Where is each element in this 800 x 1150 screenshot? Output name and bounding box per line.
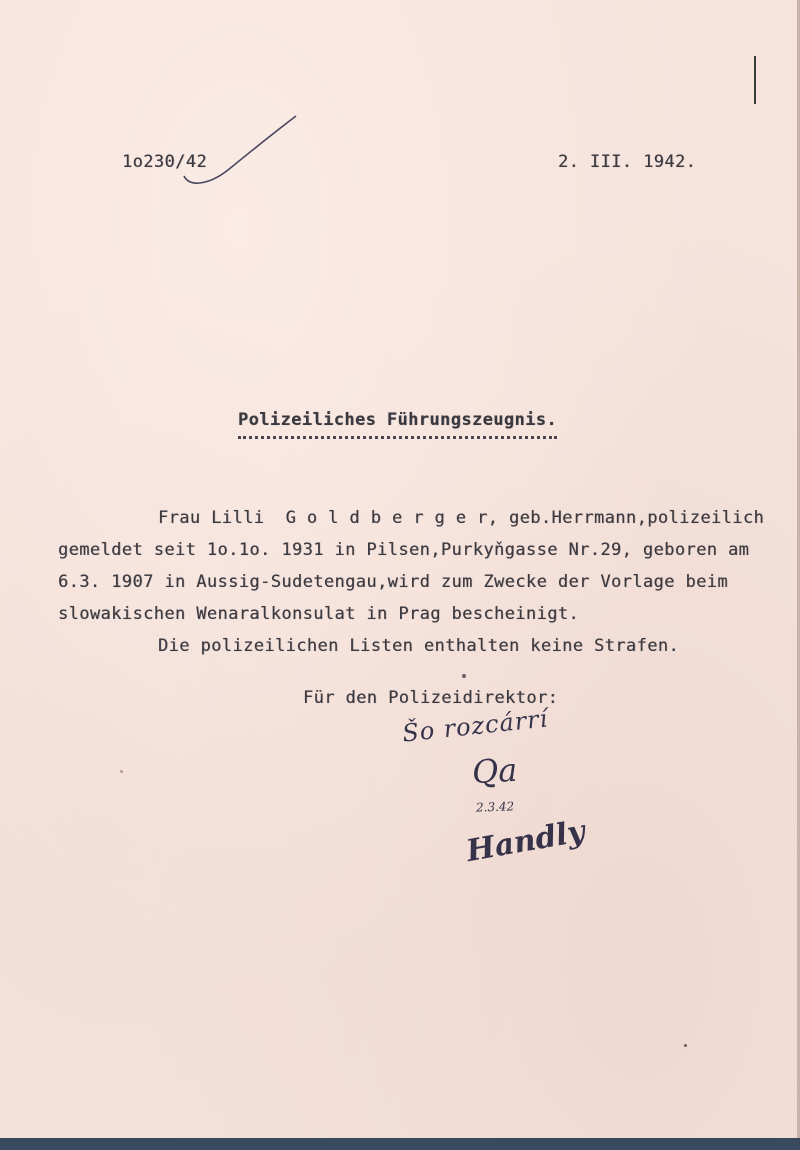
- handwritten-initials: Qa: [471, 750, 519, 792]
- body-line-2: gemeldet seit 1o.1o. 1931 in Pilsen,Purkyňgasse Nr.29, geboren am: [58, 540, 750, 560]
- pen-stroke-mark: [180, 112, 300, 192]
- handwritten-signature-1: Šo rozcárrí: [400, 704, 550, 748]
- handwritten-date: 2.3.42: [475, 799, 515, 815]
- body-line-4: slowakischen Wenaralkonsulat in Prag bescheinigt.: [58, 604, 580, 624]
- paper-speck: [684, 1044, 687, 1047]
- margin-mark: [754, 56, 756, 104]
- document-title: Polizeiliches Führungszeugnis.: [238, 410, 557, 439]
- handwritten-signature-2: Handly: [463, 813, 588, 870]
- body-line-1: Frau Lilli G o l d b e r g e r, geb.Herrmann,polizeilich: [158, 508, 765, 528]
- paper-speck: [120, 770, 123, 773]
- body-line-5: Die polizeilichen Listen enthalten keine Strafen.: [158, 636, 680, 656]
- document-date: 2. III. 1942.: [558, 152, 697, 172]
- scan-bottom-edge: [0, 1138, 800, 1150]
- ink-dot: [462, 674, 466, 678]
- signatory-line: Für den Polizeidirektor:: [303, 688, 559, 708]
- body-line-3: 6.3. 1907 in Aussig-Sudetengau,wird zum Zwecke der Vorlage beim: [58, 572, 728, 592]
- reference-number: 1o230/42: [122, 152, 208, 172]
